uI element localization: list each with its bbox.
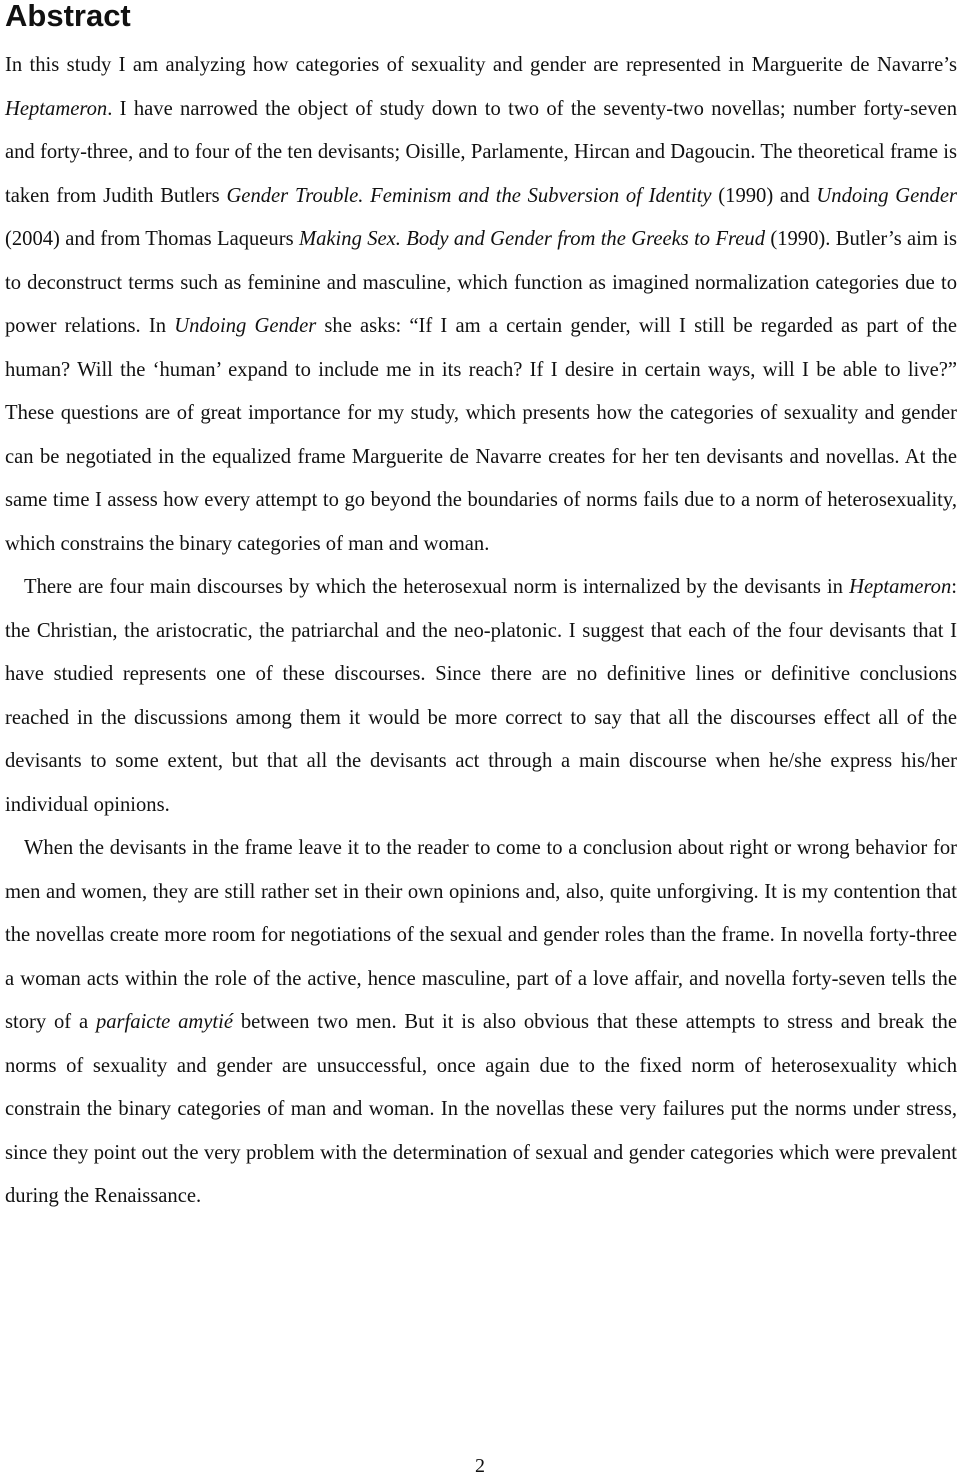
title-heptameron: Heptameron (849, 576, 952, 598)
document-page (5, 0, 957, 1219)
paragraph-3 (5, 827, 957, 1219)
paragraph-1-text: In this study I am analyzing how categories of sexuality and gender are represented in Marguerite de Navarre’s (5, 54, 957, 76)
paragraph-3-text: When the devisants in the frame leave it to the reader to come to a conclusion about right or wrong behavior for men and women, they are still rather set in their own opinions and, also, quite unforgiving. It is my contention that the novellas create more room for negotiations of the sexual and gender roles than the frame. In novella forty-three a woman acts within the role of the active, hence masculine, part of a love affair, and novella forty-seven tells the story of a (5, 837, 957, 1033)
page-number: 2 (475, 1455, 485, 1477)
paragraph-1-text: she asks: “If I am a certain gender, will I still be regarded as part of the human? Will the ‘human’ expand to include me in its reach? If I desire in certain ways, will I be able to live?” These questions are of great importance for my study, which presents how the categories of sexuality and gender can be negotiated in the equalized frame Marguerite de Navarre creates for her ten devisants and novellas. At the same time I assess how every attempt to go beyond the boundaries of norms fails due to a norm of heterosexuality, which constrains the binary categories of man and woman. (5, 315, 957, 555)
paragraph-2-text: : the Christian, the aristocratic, the patriarchal and the neo-platonic. I suggest that each of the four devisants that I have studied represents one of these discourses. Since there are no definitive lines or definitive conclusions reached in the discussions among them it would be more correct to say that all the discourses effect all of the devisants to some extent, but that all the devisants act through a main discourse when he/she express his/her individual opinions. (5, 576, 957, 816)
paragraph-2-text: There are four main discourses by which the heterosexual norm is internalized by the devisants in (24, 576, 850, 598)
title-undoing-gender: Undoing Gender (174, 315, 317, 337)
phrase-parfaicte-amytie: parfaicte amytié (95, 1011, 234, 1033)
paragraph-1-text: (1990). Butler’s aim is to deconstruct terms such as feminine and masculine, which function as imagined normalization categories due to power relations. In (5, 228, 957, 337)
paragraph-1 (5, 44, 957, 566)
paragraph-1-text: (2004) and from Thomas Laqueurs (5, 228, 299, 250)
paragraph-2 (5, 566, 957, 827)
title-undoing-gender: Undoing Gender (816, 184, 957, 207)
paragraph-1-text: (1990) and (711, 184, 817, 207)
title-gender-trouble: Gender Trouble. Feminism and the Subversion of Identity (226, 184, 712, 207)
paragraph-1-text: . I have narrowed the object of study down to two of the seventy-two novellas; number forty-seven and forty-three, and to four of the ten devisants; Oisille, Parlamente, Hircan and Dagoucin. The theoretical frame is taken from Judith Butlers (5, 97, 957, 207)
abstract-heading: Abstract (5, 0, 131, 33)
paragraph-3-text: between two men. But it is also obvious that these attempts to stress and break the norms of sexuality and gender are unsuccessful, once again due to the fixed norm of heterosexuality which constrain the binary categories of man and woman. In the novellas these very failures put the norms under stress, since they point out the very problem with the determination of sexual and gender categories which were prevalent during the Renaissance. (5, 1011, 957, 1207)
title-making-sex: Making Sex. Body and Gender from the Greeks to Freud (298, 228, 766, 250)
title-heptameron: Heptameron (5, 97, 108, 120)
